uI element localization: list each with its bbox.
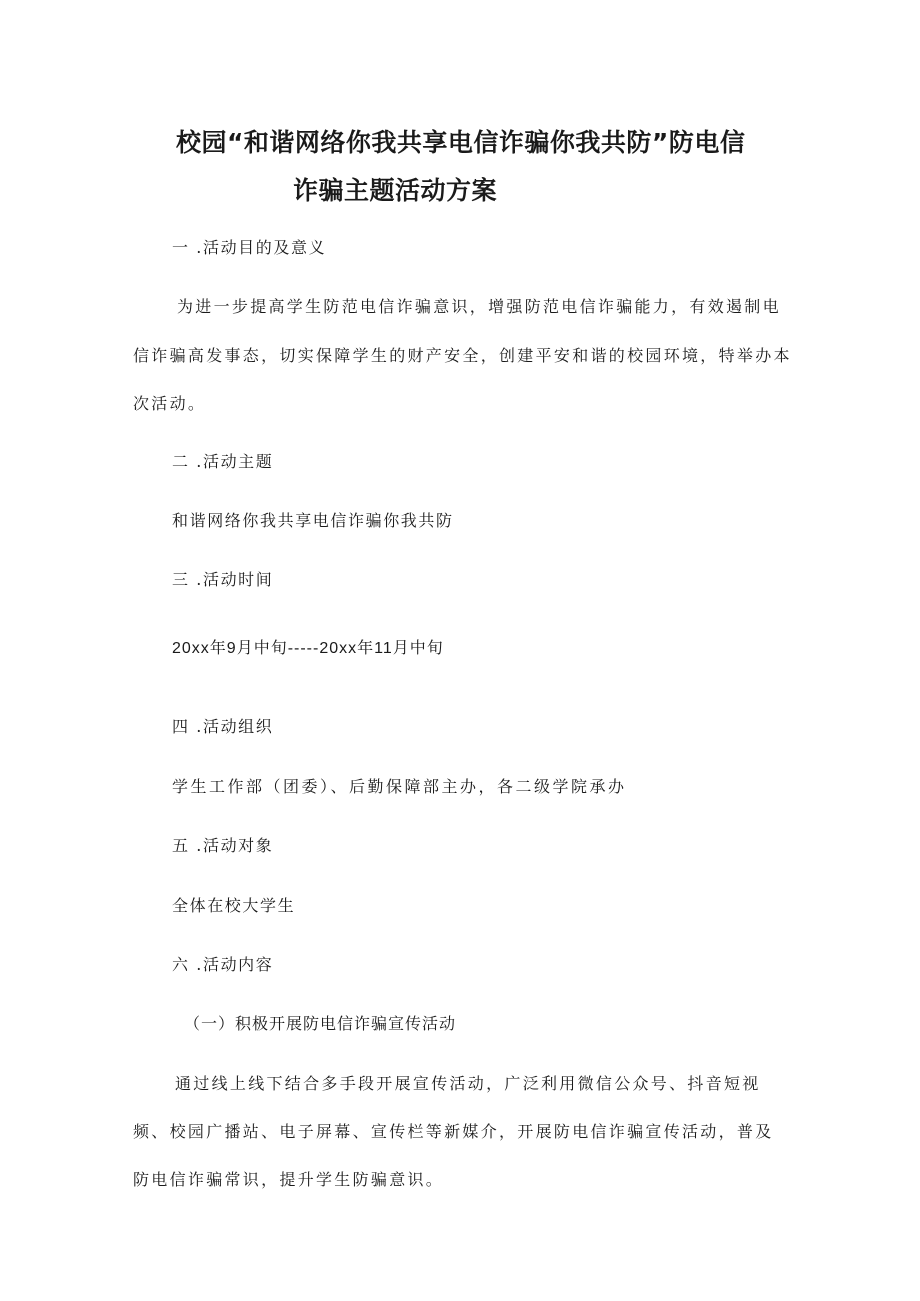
section-heading-organization: 四 .活动组织 <box>172 717 274 736</box>
section-heading-theme: 二 .活动主题 <box>172 452 274 471</box>
section-body-time: 20xx年9月中旬-----20xx年11月中旬 <box>172 640 444 657</box>
paragraph-publicity-line-3: 防电信诈骗常识，提升学生防骗意识。 <box>133 1170 445 1189</box>
subsection-heading-publicity: （一）积极开展防电信诈骗宣传活动 <box>184 1014 457 1033</box>
paragraph-purpose-line-1: 为进一步提高学生防范电信诈骗意识，增强防范电信诈骗能力，有效遏制电 <box>177 297 781 316</box>
paragraph-purpose-line-3: 次活动。 <box>133 394 207 413</box>
section-body-organization: 学生工作部（团委）、后勤保障部主办，各二级学院承办 <box>172 777 627 796</box>
doc-title-line-2: 诈骗主题活动方案 <box>293 176 498 205</box>
section-heading-purpose: 一 .活动目的及意义 <box>172 238 327 257</box>
section-heading-time: 三 .活动时间 <box>172 570 274 589</box>
doc-title-line-1: 校园“和谐网络你我共享电信诈骗你我共防”防电信 <box>176 128 746 157</box>
section-heading-content: 六 .活动内容 <box>172 955 274 974</box>
section-heading-audience: 五 .活动对象 <box>172 836 274 855</box>
paragraph-purpose-line-2: 信诈骗高发事态，切实保障学生的财产安全，创建平安和谐的校园环境，特举办本 <box>133 346 792 365</box>
section-body-audience: 全体在校大学生 <box>172 896 296 915</box>
paragraph-publicity-line-1: 通过线上线下结合多手段开展宣传活动，广泛利用微信公众号、抖音短视 <box>175 1074 761 1093</box>
section-body-theme: 和谐网络你我共享电信诈骗你我共防 <box>172 511 454 530</box>
paragraph-publicity-line-2: 频、校园广播站、电子屏幕、宣传栏等新媒介，开展防电信诈骗宣传活动，普及 <box>133 1122 774 1141</box>
